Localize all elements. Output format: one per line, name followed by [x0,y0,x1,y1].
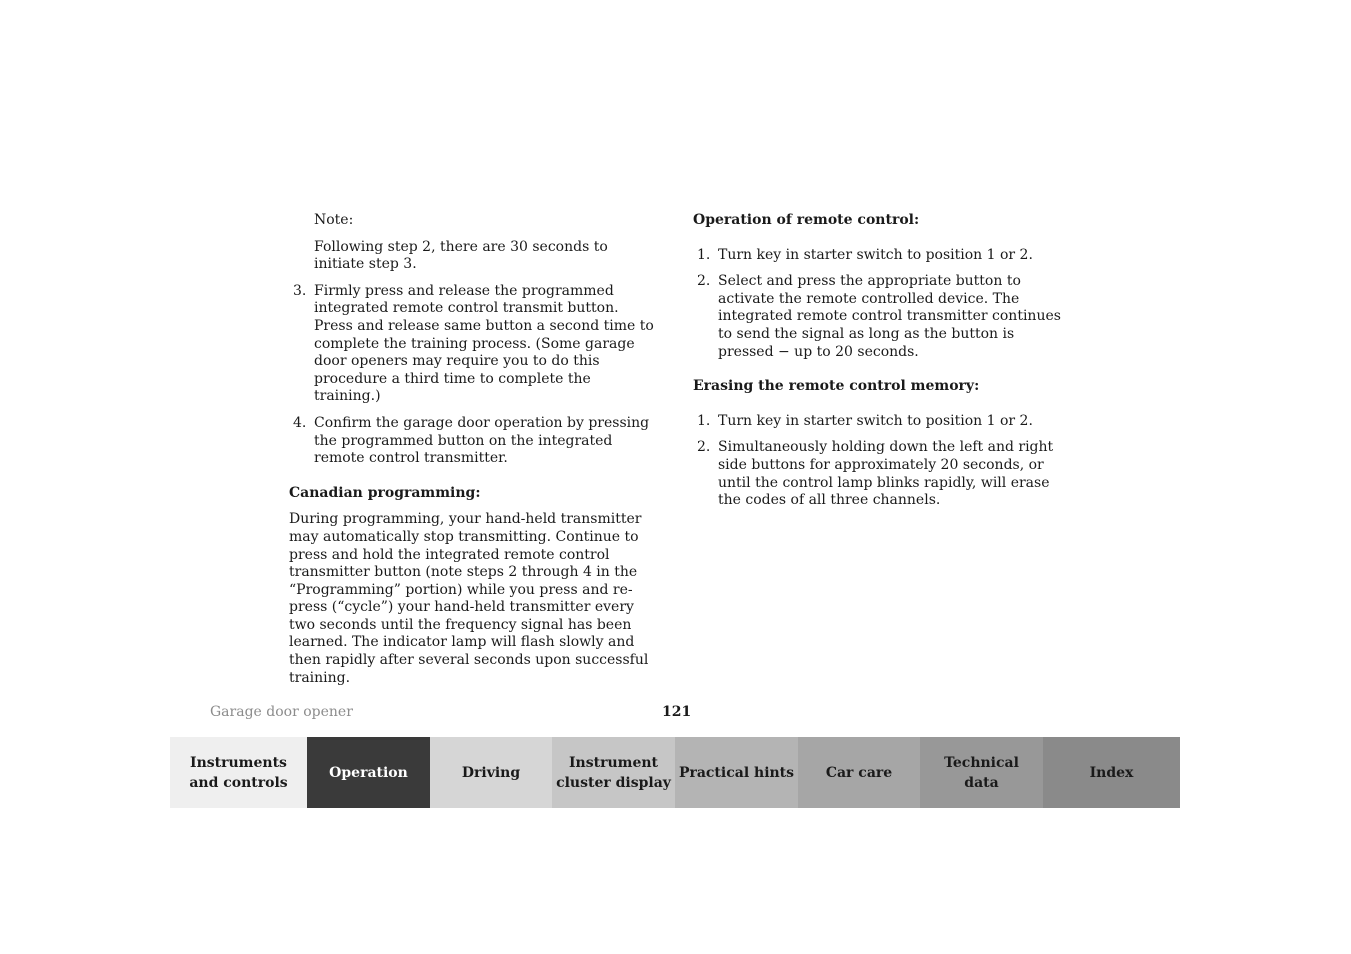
step-text: Confirm the garage door operation by pressing the programmed button on the integrated remote control transmitter. [314,414,650,467]
step-number: 4. [293,414,307,431]
step-number: 1. [697,246,711,263]
page-number: 121 [662,704,692,720]
tab-operation[interactable]: Operation [307,737,430,808]
step-number: 2. [697,439,711,456]
tab-technical-data[interactable]: Technical data [920,737,1043,808]
tab-practical-hints[interactable]: Practical hints [675,737,798,808]
chapter-tab-bar [170,737,1180,808]
tab-car-care[interactable]: Car care [798,737,920,808]
tab-index[interactable]: Index [1043,737,1180,808]
step-4 [289,415,657,468]
operation-heading: Operation of remote control: [693,212,920,228]
canadian-programming-heading: Canadian programming: [289,484,481,501]
operation-step-2 [693,273,1063,361]
erasing-heading: Erasing the remote control memory: [693,378,980,395]
step-number: 3. [293,282,307,299]
operation-step-1 [693,247,1063,265]
right-column [693,212,1063,519]
step-text: Select and press the appropriate button to activate the remote controlled device. The integrated remote control transmitter continues to send the signal as long as the button is pressed − up to 20 seconds. [718,273,1061,360]
note-text: Following step 2, there are 30 seconds to initiate step 3. [314,238,608,273]
step-text: Simultaneously holding down the left and right side buttons for approximately 20 seconds, or until the control lamp blinks rapidly, will erase the codes of all three channels. [718,439,1054,509]
tab-driving[interactable]: Driving [430,737,552,808]
step-3 [289,283,657,406]
step-text: Turn key in starter switch to position 1 or 2. [718,412,1033,429]
step-number: 1. [697,412,711,429]
section-title: Garage door opener [210,704,353,720]
tab-instrument-cluster-display[interactable]: Instrument cluster display [552,737,675,808]
left-column [289,212,657,696]
canadian-programming-text: During programming, your hand-held transmitter may automatically stop transmitting. Continue to press and hold the integrated remote control transmitter button (note steps 2 through 4 in the “Programming” portion) while you press and re-press (“cycle”) your hand-held transmitter every two seconds until the frequency signal has been learned. The indicator lamp will flash slowly and then rapidly after several seconds upon successful training. [289,511,649,686]
step-text: Turn key in starter switch to position 1 or 2. [718,246,1033,263]
erasing-step-2 [693,439,1063,509]
note-label: Note: [314,212,354,228]
step-number: 2. [697,273,711,290]
tab-instruments-and-controls[interactable]: Instruments and controls [170,737,307,808]
erasing-step-1 [693,413,1063,431]
step-text: Firmly press and release the programmed integrated remote control transmit button. Press and release same button a second time to complete the training process. (Some garage door openers may require you to do this procedure a third time to complete the training.) [314,282,654,405]
